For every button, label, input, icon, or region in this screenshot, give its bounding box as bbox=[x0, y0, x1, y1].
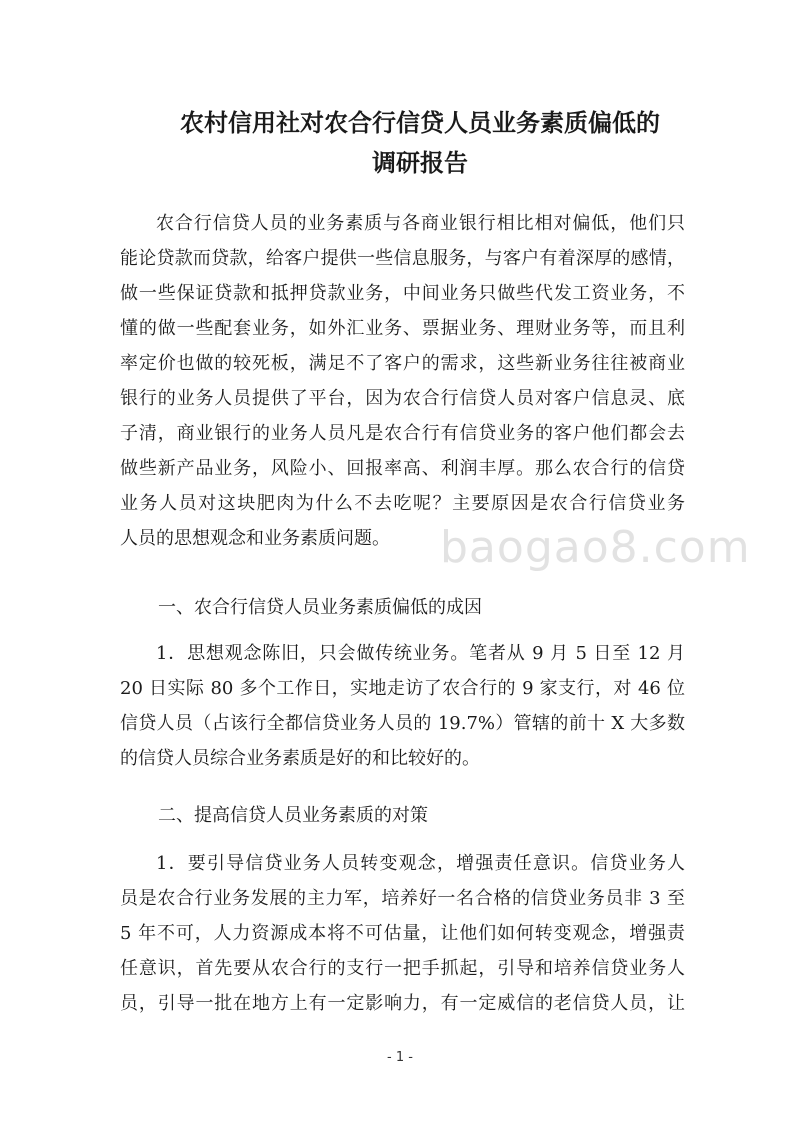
paragraph-line: 信贷人员（占该行全都信贷业务人员的 19.7%）管辖的前十 X 大多数 bbox=[120, 713, 685, 734]
paragraph-line: 能论贷款而贷款，给客户提供一些信息服务，与客户有着深厚的感情， bbox=[120, 248, 685, 269]
paragraph-line: 1．要引导信贷业务人员转变观念，增强责任意识。信贷业务人 bbox=[156, 853, 685, 874]
paragraph-line: 懂的做一些配套业务，如外汇业务、票据业务、理财业务等，而且利 bbox=[120, 318, 685, 339]
paragraph-line: 做些新产品业务，风险小、回报率高、利润丰厚。那么农合行的信贷 bbox=[120, 458, 685, 479]
document-title-line2: 调研报告 bbox=[372, 149, 468, 177]
paragraph-line: 率定价也做的较死板，满足不了客户的需求，这些新业务往往被商业 bbox=[120, 353, 685, 374]
paragraph-line: 银行的业务人员提供了平台，因为农合行信贷人员对客户信息灵、底 bbox=[120, 388, 685, 409]
section1-paragraph bbox=[120, 636, 685, 776]
paragraph-line: 员是农合行业务发展的主力军，培养好一名合格的信贷业务员非 3 至 bbox=[120, 888, 685, 909]
paragraph-line: 员，引导一批在地方上有一定影响力，有一定威信的老信贷人员，让 bbox=[120, 993, 685, 1014]
paragraph-line: 5 年不可，人力资源成本将不可估量，让他们如何转变观念，增强责 bbox=[120, 923, 685, 944]
section2-paragraph bbox=[120, 846, 685, 1021]
intro-paragraph bbox=[120, 206, 685, 556]
paragraph-line: 1．思想观念陈旧，只会做传统业务。笔者从 9 月 5 日至 12 月 bbox=[156, 643, 685, 664]
section-heading-1: 一、农合行信贷人员业务素质偏低的成因 bbox=[158, 597, 482, 618]
paragraph-line: 子清，商业银行的业务人员凡是农合行有信贷业务的客户他们都会去 bbox=[120, 423, 685, 444]
section-heading-2: 二、提高信贷人员业务素质的对策 bbox=[158, 805, 428, 826]
paragraph-line: 农合行信贷人员的业务素质与各商业银行相比相对偏低，他们只 bbox=[156, 213, 685, 234]
document-title-line1: 农村信用社对农合行信贷人员业务素质偏低的 bbox=[180, 109, 660, 137]
paragraph-line: 人员的思想观念和业务素质问题。 bbox=[120, 528, 390, 549]
paragraph-line: 的信贷人员综合业务素质是好的和比较好的。 bbox=[120, 748, 480, 769]
page-number: - 1 - bbox=[387, 1050, 413, 1065]
paragraph-line: 做一些保证贷款和抵押贷款业务，中间业务只做些代发工资业务，不 bbox=[120, 283, 685, 304]
paragraph-line: 业务人员对这块肥肉为什么不去吃呢？主要原因是农合行信贷业务 bbox=[120, 493, 685, 514]
paragraph-line: 任意识，首先要从农合行的支行一把手抓起，引导和培养信贷业务人 bbox=[120, 958, 685, 979]
paragraph-line: 20 日实际 80 多个工作日，实地走访了农合行的 9 家支行，对 46 位 bbox=[120, 678, 685, 699]
watermark: baogao8.com bbox=[440, 522, 751, 573]
